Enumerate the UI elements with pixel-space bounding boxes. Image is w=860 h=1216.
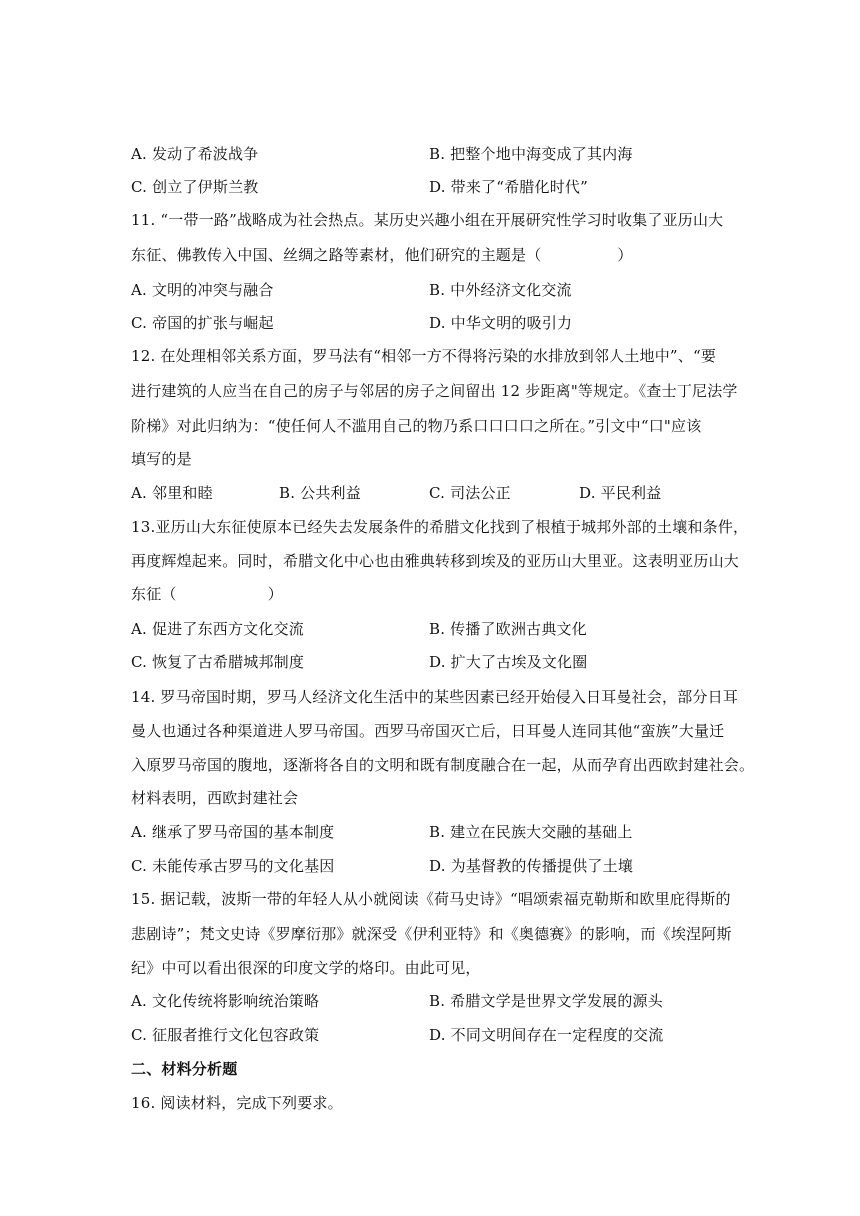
- q12-stem-line-1: 12. 在处理相邻关系方面，罗马法有“相邻一方不得将污染的水排放到邻人土地中”、“要: [131, 347, 717, 365]
- q11-option-d: D. 中华文明的吸引力: [429, 314, 573, 332]
- q13-stem-line-3: 东征（ ）: [131, 585, 284, 603]
- q12-option-d: D. 平民利益: [579, 484, 662, 502]
- q14-stem-line-2: 曼人也通过各种渠道进人罗马帝国。西罗马帝国灭亡后，日耳曼人连同其他“蛮族”大量迁: [131, 722, 725, 740]
- q10-option-a: A. 发动了希波战争: [131, 145, 259, 163]
- q13-option-c: C. 恢复了古希腊城邦制度: [131, 653, 305, 671]
- q13-row-1: [131, 619, 587, 639]
- q16-stem-line-1: 16. 阅读材料，完成下列要求。: [131, 1094, 343, 1112]
- q15-option-d: D. 不同文明间存在一定程度的交流: [429, 1026, 664, 1044]
- q11-option-a: A. 文明的冲突与融合: [131, 281, 274, 299]
- q10-row-1: [131, 144, 633, 164]
- q13-option-d: D. 扩大了古埃及文化圈: [429, 653, 588, 671]
- q14-stem-line-3: 入原罗马帝国的腹地，逐渐将各自的文明和既有制度融合在一起，从而孕育出西欧封建社会。: [131, 756, 755, 774]
- q10-option-c: C. 创立了伊斯兰教: [131, 178, 259, 196]
- q13-option-b: B. 传播了欧洲古典文化: [429, 620, 587, 638]
- q11-option-b: B. 中外经济文化交流: [429, 281, 572, 299]
- q15-stem-line-1: 15. 据记载，波斯一带的年轻人从小就阅读《荷马史诗》“唱颂索福克勒斯和欧里庇得斯的: [131, 890, 731, 908]
- q13-option-a: A. 促进了东西方文化交流: [131, 620, 304, 638]
- q14-stem-line-1: 14. 罗马帝国时期，罗马人经济文化生活中的某些因素已经开始侵入日耳曼社会，部分日耳: [131, 688, 739, 706]
- q12-stem-line-4: 填写的是: [131, 450, 192, 468]
- q14-row-2: [131, 856, 634, 876]
- q10-row-2: [131, 177, 588, 197]
- q15-row-1: [131, 991, 663, 1011]
- q10-option-b: B. 把整个地中海变成了其内海: [429, 145, 633, 163]
- q14-stem-line-4: 材料表明，西欧封建社会: [131, 789, 299, 807]
- q15-row-2: [131, 1025, 664, 1045]
- q15-stem-line-2: 悲剧诗”；梵文史诗《罗摩衍那》就深受《伊利亚特》和《奥德赛》的影响，而《埃涅阿斯: [131, 925, 732, 943]
- q15-option-c: C. 征服者推行文化包容政策: [131, 1026, 320, 1044]
- q12-option-b: B. 公共利益: [279, 484, 361, 502]
- q14-option-a: A. 继承了罗马帝国的基本制度: [131, 823, 335, 841]
- q15-option-b: B. 希腊文学是世界文学发展的源头: [429, 992, 663, 1010]
- section-2-heading: 二、材料分析题: [131, 1060, 238, 1078]
- q10-option-d: D. 带来了“希腊化时代”: [429, 178, 588, 196]
- q12-option-c: C. 司法公正: [429, 484, 511, 502]
- q12-stem-line-2: 进行建筑的人应当在自己的房子与邻居的房子之间留出 12 步距离"等规定。《查士丁尼法学: [131, 382, 738, 400]
- q11-stem-line-2: 东征、佛教传入中国、丝绸之路等素材，他们研究的主题是（ ）: [131, 246, 633, 264]
- q14-option-d: D. 为基督教的传播提供了土壤: [429, 857, 634, 875]
- q11-option-c: C. 帝国的扩张与崛起: [131, 314, 274, 332]
- q15-stem-line-3: 纪》中可以看出很深的印度文学的烙印。由此可见，: [131, 959, 481, 977]
- q14-option-c: C. 未能传承古罗马的文化基因: [131, 857, 335, 875]
- q14-row-1: [131, 822, 633, 842]
- q13-stem-line-1: 13.亚历山大东征使原本已经失去发展条件的希腊文化找到了根植于城邦外部的土壤和条件，: [131, 518, 749, 536]
- q11-row-1: [131, 280, 572, 300]
- q12-option-a: A. 邻里和睦: [131, 484, 213, 502]
- q13-row-2: [131, 652, 588, 672]
- q13-stem-line-2: 再度辉煌起来。同时，希腊文化中心也由雅典转移到埃及的亚历山大里亚。这表明亚历山大: [131, 552, 740, 570]
- q14-option-b: B. 建立在民族大交融的基础上: [429, 823, 633, 841]
- q15-option-a: A. 文化传统将影响统治策略: [131, 992, 320, 1010]
- q12-stem-line-3: 阶梯》对此归纳为：“使任何人不滥用自己的物乃系口口口口之所在。”引文中“口"应该: [131, 417, 702, 435]
- q11-stem-line-1: 11. “一带一路”战略成为社会热点。某历史兴趣小组在开展研究性学习时收集了亚历山大: [131, 211, 724, 229]
- q11-row-2: [131, 313, 573, 333]
